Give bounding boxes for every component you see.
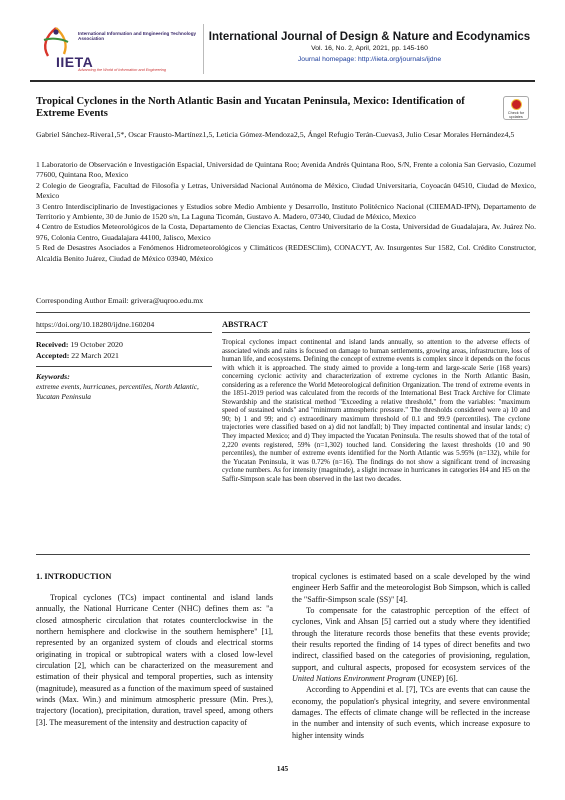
- journal-volume: Vol. 16, No. 2, April, 2021, pp. 145-160: [311, 45, 428, 52]
- keywords-text: extreme events, hurricanes, percentiles, North Atlantic, Yucatan Peninsula: [36, 382, 199, 401]
- check-for-updates-button[interactable]: [503, 96, 529, 120]
- affiliation-item: 5 Red de Desastres Asociados a Fenómenos Hidrometeorológicos y Climáticos (REDESClim), CONACYT, Av. Insurgentes Sur 1582, Col. Crédito Constructor, Alcaldía Benito Juárez, Ciudad de México 03940, México: [36, 243, 536, 263]
- badge-line-1: Check for: [507, 111, 525, 115]
- journal-info: [203, 24, 535, 74]
- body-paragraph: According to Appendini et al. [7], TCs are events that can cause the economy, the population's physical integrity, and severe environmental damages. The effects of climate change will be reflected in the increase in the number and intensity of such events, which increase exposure to higher intensity winds: [292, 685, 530, 740]
- paragraph-text: (UNEP) [6].: [415, 674, 458, 684]
- journal-homepage-link[interactable]: Journal homepage: http://iieta.org/journals/ijdne: [297, 56, 442, 63]
- body-right-column: [292, 571, 530, 741]
- affiliation-item: 2 Colegio de Geografía, Facultad de Filosofía y Letras, Universidad Nacional Autónoma de México, Ciudad Universitaria, Coyoacán 04510, Ciudad de Mexico, Mexico: [36, 180, 536, 201]
- received-date: 19 October 2020: [70, 340, 123, 349]
- section-divider: [36, 312, 530, 313]
- body-paragraph: tropical cyclones is estimated based on a scale developed by the wind engineer Herb Saffir and the meteorologist Bob Simpson, which is called the "Saffir-Simpson scale (SS)" [4].: [292, 572, 530, 604]
- affiliation-list: [36, 160, 536, 264]
- header-divider: [30, 80, 535, 82]
- paper-title: Tropical Cyclones in the North Atlantic Basin and Yucatan Peninsula, Mexico: Identification of Extreme Events: [36, 96, 465, 119]
- abstract-text: Tropical cyclones impact continental and island lands annually, so attention to the adverse effects of associated winds and rains is focused on damage to human settlements, growing areas, infrastructure, loss of human life, and ecosystems. Defining the concept of extreme events is complex since it depends on the focus with which it is approached. The study aimed to provide a long-term and large-scale Serie (168 years) concerning cyclonic activity and characterization of extreme cyclones in the North Atlantic Basin, considering as a reference the World Meteorological definition Organization. The trend of extreme events in the 1851-2019 period was calculated from the records of the International Best Track Archive for Climate Stewardship and the statistical method "Exceeding a relative threshold," from the variables: "maximum speed of sustained winds" and "minimum atmospheric pressure." The thresholds considered were a) 10 and 90; b) 1 and 99; and c) extraordinary maximum threshold of 0.1 and 99.9 (percentiles). The cyclone trajectories were classified based on a) did not landfall; b) They impacted continental and insular lands; c) They impacted Mexico; and d) They impacted the Yucatan Peninsula. The results showed that of the total of 2,220 events registered, 59% (n=1,302) touched land. Considering the laxest thresholds (10 and 90 percentiles), the number of extreme events identified for the North Atlantic was 5.95% (n=132), while for the Yucatan Peninsula, it was 0.72% (n=16). The findings do not show a significant trend of increasing cyclone numbers. As for intensity (magnitude), a slight increase in hurricanes in categories H4 and H5 on the Saffir-Simpson scale has been observed in the last two decades.: [222, 338, 530, 483]
- article-dates: [36, 340, 123, 361]
- publisher-logo[interactable]: [30, 26, 200, 74]
- received-label: Received:: [36, 340, 69, 349]
- corresponding-author-email[interactable]: Corresponding Author Email: grivera@uqroo.edu.mx: [36, 296, 204, 305]
- publisher-tagline: Advancing the World of Information and Engineering: [78, 68, 167, 72]
- accepted-date: 22 March 2021: [71, 350, 119, 360]
- keywords-heading: Keywords:: [36, 372, 70, 381]
- info-divider: [36, 332, 212, 333]
- journal-header: [30, 24, 535, 76]
- paragraph-text: To compensate for the catastrophic perception of the effect of cyclones, Vink and Ahsan [5] carried out a study where they identified through the literature records those benefits that these events provide; their results reported the finding of 14 types of direct benefits and two indirect, classified based on the categories of provisioning, regulation, support, and cultural aspects, proposed for ecosystem services of the: [292, 606, 530, 672]
- journal-title: International Journal of Design & Nature and Ecodynamics: [208, 31, 531, 43]
- body-left-column: Tropical cyclones (TCs) impact continental and island lands annually, the National Hurricane Center (NHC) defines them as: "a closed atmospheric circulation that rotates counterclockwise in the northern hemisphere and clockwise in the southern hemisphere" [1], represented by an organized system of clouds and electrical storms originating in tropical or subtropical waters with a closed low-level circulation [2], which can be characterized on the measurement and estimation of their physical and temporal properties, such as intensity (magnitude), measured as a function of the maximum speed of sustained winds (Max. Win.) and minimum atmospheric pressure (Min. Pres.), trajectory (location), precipitation, duration, travel speed, among others [3]. The measurement of the intensity and destruction capacity of: [36, 593, 273, 727]
- doi-link[interactable]: https://doi.org/10.18280/ijdne.160204: [36, 320, 155, 329]
- abstract-heading: ABSTRACT: [222, 320, 268, 329]
- publisher-name: International Information and Engineering Technology Association: [78, 31, 197, 42]
- badge-line-2: updates: [509, 115, 523, 119]
- abstract-end-divider: [36, 554, 530, 555]
- dates-divider: [36, 366, 212, 367]
- accepted-label: Accepted:: [36, 350, 70, 360]
- update-icon: [511, 99, 522, 110]
- introduction-heading: 1. INTRODUCTION: [36, 572, 112, 581]
- affiliation-item: 3 Centro Interdisciplinario de Investigaciones y Estudios sobre Medio Ambiente y Desarrollo, Instituto Politécnico Nacional (CIIEMAD-IPN), Departamento de Territorio y Ambiente, 30 de Junio de 1520 s/n, La Laguna Ticomán, Gustavo A. Madero, 07340, Ciudad de México, Mexico: [36, 201, 536, 222]
- unep-name: United Nations Environment Program: [292, 674, 416, 684]
- abstract-divider: [222, 332, 530, 333]
- affiliation-item: 1 Laboratorio de Observación e Investigación Espacial, Universidad de Quintana Roo; Avenida Andrés Quintana Roo, S/N, Frente a colonia San Gervasio, Cozumel 77600, Quintana Roo, Mexico: [36, 160, 536, 180]
- publisher-acronym: IIETA: [56, 54, 94, 70]
- affiliation-item: 4 Centro de Estudios Meteorológicos de la Costa, Departamento de Ciencias Exactas, Centro Universitario de la Costa, Universidad de Guadalajara, Av. Juárez No. 976, Colonia Centro, Guadalajara 44100, Jalisco, Mexico: [36, 222, 536, 242]
- page-number: 145: [276, 764, 289, 773]
- body-paragraph: [292, 605, 530, 684]
- author-list: Gabriel Sánchez-Rivera1,5*, Oscar Frausto-Martínez1,5, Leticia Gómez-Mendoza2,5, Ángel Refugio Terán-Cuevas3, Julio Cesar Morales Hernández4,5: [36, 130, 515, 139]
